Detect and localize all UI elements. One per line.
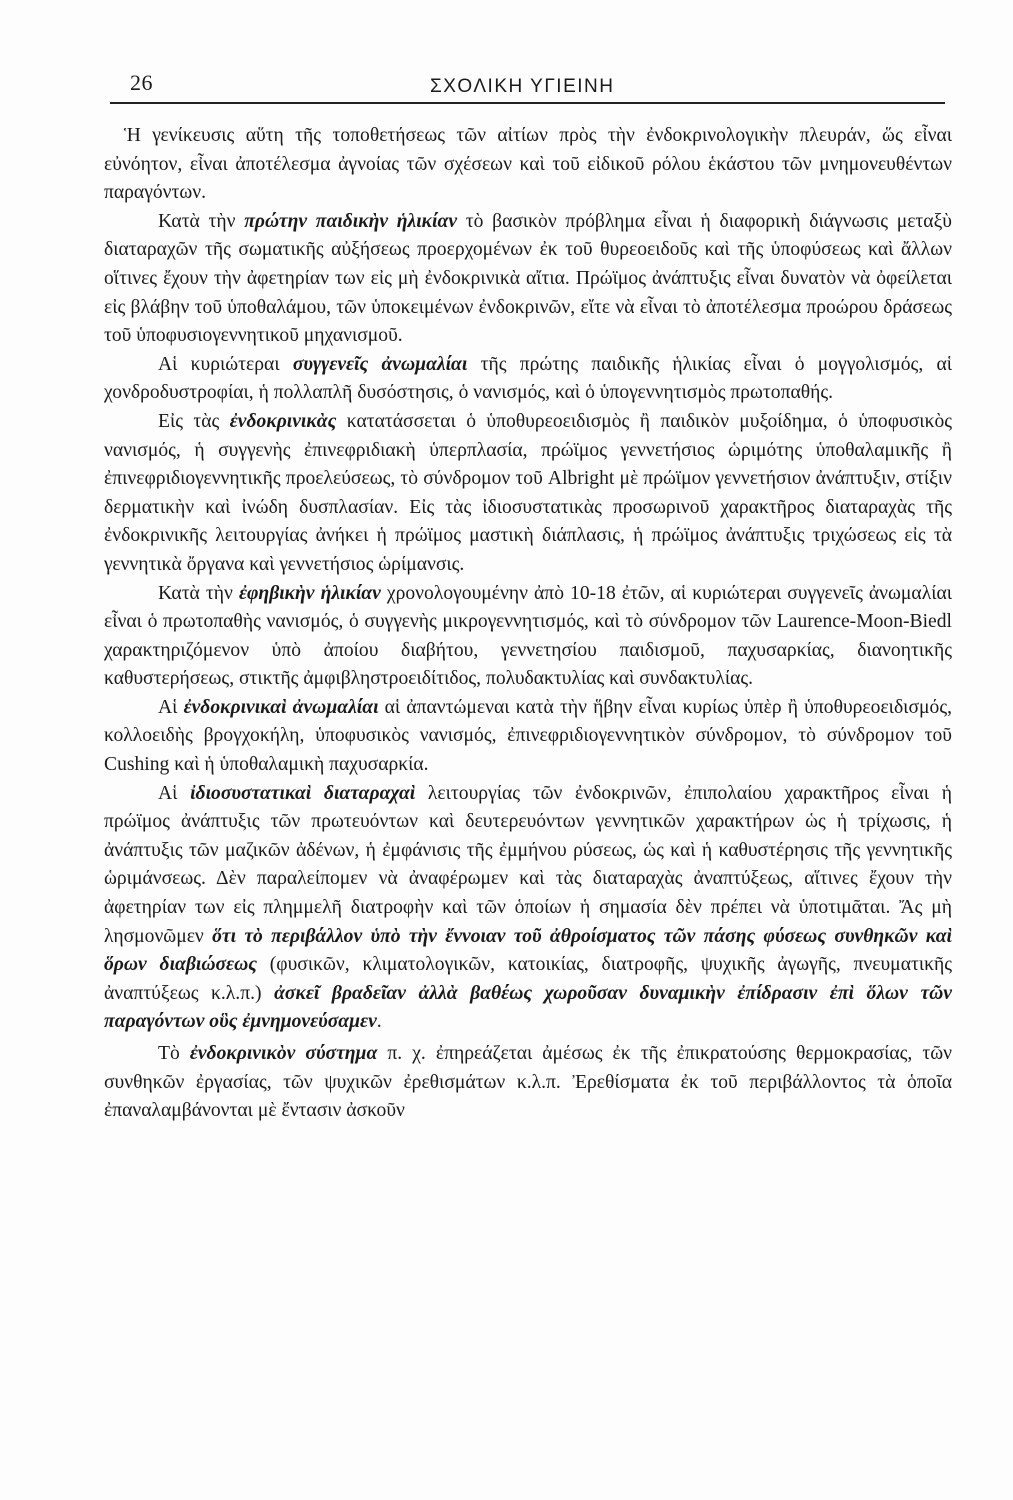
paragraph (104, 351, 952, 408)
header-rule (110, 102, 945, 104)
paragraph (104, 780, 952, 1037)
paragraph (104, 122, 952, 208)
text-run: Κατὰ τὴν (158, 210, 245, 232)
emphasized-text: ἐνδοκρινικὰς (229, 410, 337, 432)
paragraph (104, 694, 952, 780)
text-run: λειτουργίας τῶν ἐνδοκρινῶν, ἐπιπολαίου χαρακτῆρος εἶναι ἡ πρώϊμος ἀνάπτυξις τῶν πρωτευόντων καὶ δευτερευόντων γεννητικῶν χαρακτήρων ὡς ἡ τρίχωσις, ἡ ἀνάπτυξις τῶν μαζικῶν ἀδένων, ἡ ἐμφάνισις τῆς ἐμμήνου ρύσεως, ὡς καὶ ἡ καθυστέρησις τῆς γεννητικῆς ὡριμάνσεως. Δὲν παραλείπομεν νὰ ἀναφέρωμεν καὶ τὰς διαταραχὰς ἀναπτύξεως, αἵτινες ἔχουν τὴν ἀφετηρίαν των εἰς πλημμελῆ διατροφὴν καὶ τῶν ὁποίων ἡ σημασία δὲν πρέπει νὰ ὑποτιμᾶται. Ἄς μὴ λησμονῶμεν (104, 782, 952, 947)
text-run: π. χ. ἐπηρεάζεται ἀμέσως ἐκ τῆς ἐπικρατούσης θερμοκρασίας, τῶν συνθηκῶν ἐργασίας, τῶν ψυχικῶν ἐρεθισμάτων κ.λ.π. Ἐρεθίσματα ἐκ τοῦ περιβάλλοντος τὰ ὁποῖα ἐπαναλαμβάνονται μὲ ἔντασιν ἀσκοῦν (104, 1043, 952, 1122)
page-number: 26 (130, 70, 153, 95)
text-run: αἱ ἀπαντώμεναι κατὰ τὴν ἥβην εἶναι κυρίως ὑπὲρ ἢ ὑποθυρεοειδισμός, κολλοειδὴς βρογχοκήλη, ὑποφυσικὸς νανισμός, ἐπινεφριδιογεννητικὸν σύνδρομον, τὸ σύνδρομον τοῦ Cushing καὶ ἡ ὑποθαλαμικὴ παχυσαρκία. (104, 696, 952, 776)
emphasized-text: ἰδιοσυστατικαὶ διαταραχαὶ (190, 782, 416, 804)
emphasized-text: πρώτην παιδικὴν ἡλικίαν (244, 210, 458, 232)
page-header (110, 70, 945, 104)
text-run: Τὸ (158, 1043, 190, 1064)
emphasized-text: ὅτι τὸ περιβάλλον ὑπὸ τὴν ἔννοιαν τοῦ ἀθροίσματος τῶν πάσης φύσεως συνθηκῶν καὶ ὅρων διαβιώσεως (104, 925, 952, 976)
paragraph (104, 408, 952, 580)
text-run: Αἱ (158, 782, 191, 804)
body-text (104, 122, 952, 1126)
text-run: (φυσικῶν, κλιματολογικῶν, κατοικίας, διατροφῆς, ψυχικῆς ἀγωγῆς, πνευματικῆς ἀναπτύξεως κ.λ.π.) (104, 954, 952, 1004)
text-run: Εἰς τὰς (158, 410, 230, 432)
paragraph (104, 1040, 952, 1126)
text-run: . (376, 1011, 382, 1033)
text-run: τὸ βασικὸν πρόβλημα εἶναι ἡ διαφορικὴ διάγνωσις μεταξὺ διαταραχῶν τῆς σωματικῆς αὐξήσεως προερχομένων ἐκ τοῦ θυρεοειδοῦς καὶ τῆς ὑποφύσεως καὶ ἄλλων οἵτινες ἔχουν τὴν ἀφετηρίαν των εἰς μὴ ἐνδοκρινικὰ αἴτια. Πρώϊμος ἀνάπτυξις εἶναι δυνατὸν νὰ ὀφείλεται εἰς βλάβην τοῦ ὑποθαλάμου, τῶν ὑποκειμένων ἐνδοκρινῶν, εἴτε νὰ εἶναι τὸ ἀποτέλεσμα προώρου δράσεως τοῦ ὑποφυσιογεννητικοῦ μηχανισμοῦ. (104, 210, 953, 347)
emphasized-text: ἐφηβικὴν ἡλικίαν (238, 582, 381, 604)
emphasized-text: ἐνδοκρινικαὶ ἀνωμαλίαι (183, 696, 379, 718)
text-run: Ἡ γενίκευσις αὕτη τῆς τοποθετήσεως τῶν αἰτίων πρὸς τὴν ἐνδοκρινολογικὴν πλευράν, ὥς εἶναι εὐνόητον, εἶναι ἀποτέλεσμα ἀγνοίας τῶν σχέσεων καὶ τοῦ εἰδικοῦ ρόλου ἑκάστου τῶν μνημονευθέντων παραγόντων. (104, 125, 952, 204)
running-title: ΣΧΟΛΙΚΗ ΥΓΙΕΙΝΗ (430, 76, 615, 97)
emphasized-text: ἀσκεῖ βραδεῖαν ἀλλὰ βαθέως χωροῦσαν δυναμικὴν ἐπίδρασιν ἐπὶ ὅλων τῶν παραγόντων οὓς ἐμνημονεύσαμεν (104, 982, 953, 1033)
text-run: χρονολογουμένην ἀπὸ 10-18 ἐτῶν, αἱ κυριώτεραι συγγενεῖς ἀνωμαλίαι εἶναι ὁ πρωτοπαθὴς νανισμός, ὁ συγγενὴς μικρογεννητισμός, καὶ τὸ σύνδρομον τῶν Laurence-Moon-Biedl χαρακτηριζόμενον ὑπὸ ἀποίου διαβήτου, γεννετησίου παιδισμοῦ, παχυσαρκίας, διανοητικῆς καθυστερήσεως, στικτῆς ἀμφιβληστροειδίτιδος, πολυδακτυλίας καὶ συνδακτυλίας. (104, 582, 953, 690)
text-run: Αἱ κυριώτεραι (158, 353, 293, 375)
text-run: κατατάσσεται ὁ ὑποθυρεοειδισμὸς ἢ παιδικὸν μυξοίδημα, ὁ ὑποφυσικὸς νανισμός, ἡ συγγενὴς ἐπινεφριδιακὴ ὑπερπλασία, πρώϊμος γεννετήσιος ὡριμότης ὑποθαλαμικῆς ἢ ἐπινεφριδιογεννητικῆς προελεύσεως, τὸ σύνδρομον τοῦ Albright μὲ πρώϊμον γεννετήσιον ἀνάπτυξιν, στίξιν δερματικὴν καὶ ἰνώδη δυσπλασίαν. Εἰς τὰς ἰδιοσυστατικὰς προσωρινοῦ χαρακτῆρος διαταραχὰς τῆς ἐνδοκρινικῆς λειτουργίας ἀνήκει ἡ πρώϊμος μαστικὴ διάπλασις, ἡ πρώϊμος ἀνάπτυξις τριχώσεως εἰς τὰ γεννητικὰ ὄργανα καὶ γεννετήσιος ὡρίμανσις. (104, 410, 953, 575)
emphasized-text: ἐνδοκρινικὸν σύστημα (189, 1043, 378, 1064)
text-run: τῆς πρώτης παιδικῆς ἡλικίας εἶναι ὁ μογγολισμός, αἱ χονδροδυστροφίαι, ἡ πολλαπλῆ δυσόστησις, ὁ νανισμός, καὶ ὁ ὑπογεννητισμὸς πρωτοπαθής. (104, 353, 952, 404)
paragraph (104, 580, 952, 694)
paragraph (104, 208, 952, 351)
text-run: Αἱ (158, 696, 184, 718)
emphasized-text: συγγενεῖς ἀνωμαλίαι (292, 353, 468, 375)
text-run: Κατὰ τὴν (158, 582, 239, 604)
